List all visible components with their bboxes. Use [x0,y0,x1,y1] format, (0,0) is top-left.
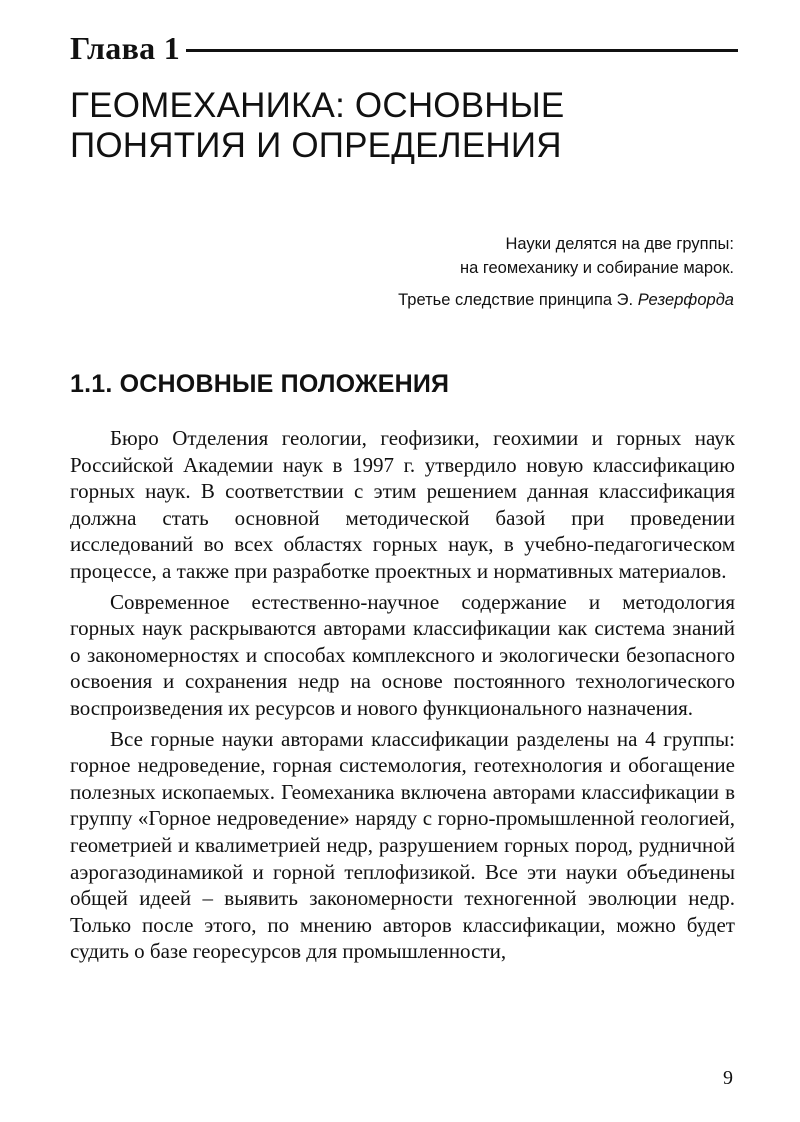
epigraph-line: на геомеханику и собирание марок. [459,259,734,277]
paragraph: Бюро Отделения геологии, геофизики, геохимии и горных наук Российской Академии наук в 1997 г. утвердило новую классификацию горных наук. В соответствии с этим решением данная классификация должна стать основной методической базой при проведении исследований во всех областях горных наук, в учебно-педагогическом процессе, а также при разработке проектных и нормативных материалов. [70,426,735,583]
chapter-label: Глава 1 [70,29,181,66]
paragraph: Современное естественно-научное содержание и методология горных наук раскрываются авторами классификации как система знаний о закономерностях и способах комплексного и экологически безопасного освоения и сохранения недр на основе постоянного технологического воспроизведения их ресурсов и нового функционального назначения. [70,589,735,720]
epigraph-source [234,288,734,312]
epigraph [234,232,734,312]
chapter-title [70,86,730,166]
body-text [70,425,735,969]
chapter-header [70,28,738,68]
epigraph-source-prefix: Третье следствие принципа Э. [398,291,638,309]
chapter-title-line: ГЕОМЕХАНИКА: ОСНОВНЫЕ [70,86,565,125]
paragraph: Все горные науки авторами классификации разделены на 4 группы: горное недроведение, горная системология, геотехнология и обогащение полезных ископаемых. Геомеханика включена авторами классификации в группу «Горное недроведение» наряду с горно-промышленной геологией, геометрией и квалиметрией недр, разрушением горных пород, рудничной аэрогазодинамикой и горной теплофизикой. Все эти науки объединены общей идеей – выявить закономерности техногенной эволюции недр. Только после этого, по мнению авторов классификации, можно будет судить о базе георесурсов для промышленности, [70,726,735,964]
epigraph-source-author: Резерфорда [637,291,734,309]
epigraph-line: Науки делятся на две группы: [505,235,734,253]
section-heading: 1.1. ОСНОВНЫЕ ПОЛОЖЕНИЯ [70,370,450,398]
chapter-title-line: ПОНЯТИЯ И ОПРЕДЕЛЕНИЯ [70,126,562,165]
chapter-rule-divider [186,49,738,52]
page-number: 9 [723,1067,733,1089]
